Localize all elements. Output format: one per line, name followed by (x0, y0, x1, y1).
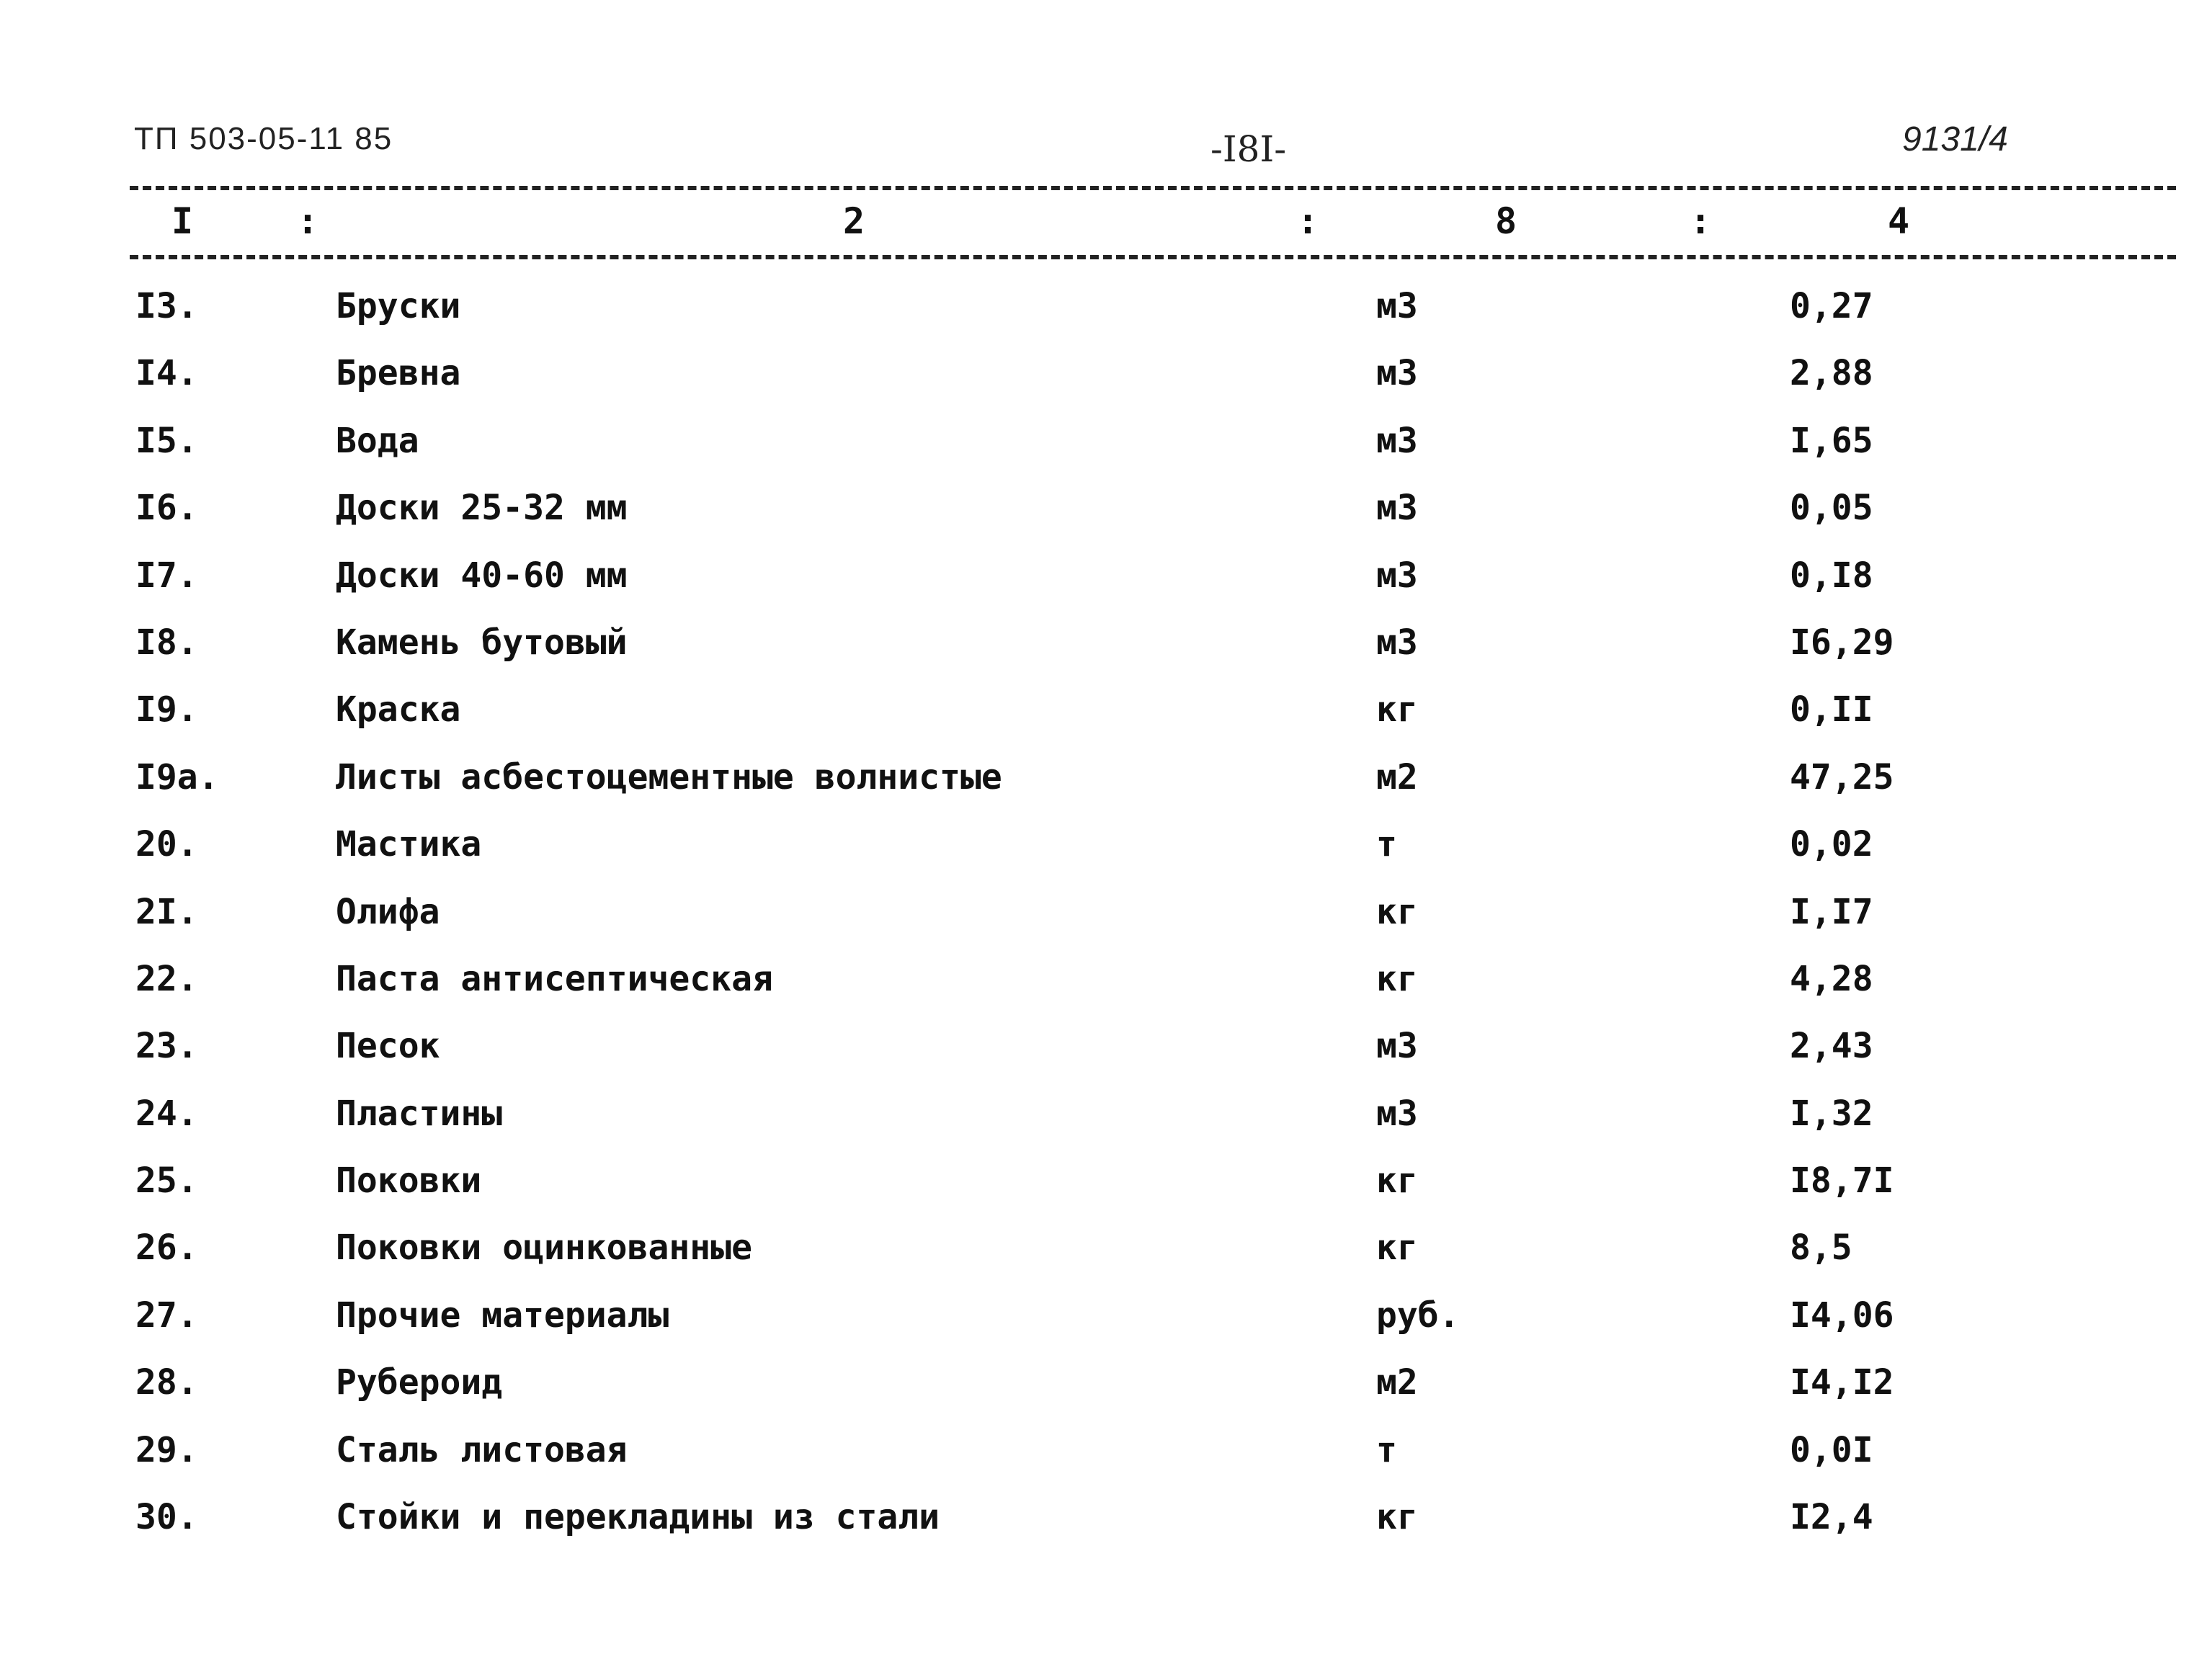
column-header-1: I (171, 200, 194, 242)
unit-of-measure: кг (1376, 958, 1418, 999)
table-row (0, 819, 2212, 886)
row-number: 25. (135, 1161, 198, 1202)
row-number: I6. (135, 488, 198, 529)
table-row (0, 483, 2212, 550)
quantity: 2,88 (1790, 353, 1873, 394)
table-row (0, 1290, 2212, 1357)
unit-of-measure: м3 (1376, 555, 1418, 596)
material-name: Краска (336, 689, 461, 730)
quantity: I4,I2 (1790, 1362, 1894, 1403)
quantity: 8,5 (1790, 1228, 1852, 1269)
unit-of-measure: м3 (1376, 488, 1418, 529)
quantity: 0,0I (1790, 1429, 1873, 1470)
column-header-3: 8 (1495, 200, 1517, 242)
column-separator: : (1690, 200, 1712, 242)
material-name: Бруски (336, 286, 461, 326)
unit-of-measure: руб. (1376, 1295, 1460, 1336)
row-number: 2I. (135, 891, 198, 932)
quantity: 2,43 (1790, 1026, 1873, 1067)
document-code: ТП 503-05-11 85 (134, 121, 393, 156)
unit-of-measure: кг (1376, 689, 1418, 730)
unit-of-measure: кг (1376, 1228, 1418, 1269)
table-row (0, 550, 2212, 617)
material-name: Вода (336, 420, 419, 461)
row-number: 26. (135, 1228, 198, 1269)
material-name: Камень бутовый (336, 622, 628, 663)
unit-of-measure: кг (1376, 1497, 1418, 1538)
unit-of-measure: кг (1376, 1161, 1418, 1202)
row-number: 27. (135, 1295, 198, 1336)
row-number: I3. (135, 286, 198, 326)
material-name: Стойки и перекладины из стали (336, 1497, 940, 1538)
table-header-rule (130, 255, 2176, 259)
table-row (0, 684, 2212, 751)
material-name: Прочие материалы (336, 1295, 669, 1336)
quantity: I6,29 (1790, 622, 1894, 663)
row-number: 20. (135, 824, 198, 865)
table-row (0, 1021, 2212, 1088)
row-number: I5. (135, 420, 198, 461)
quantity: I,65 (1790, 420, 1873, 461)
unit-of-measure: м3 (1376, 1026, 1418, 1067)
quantity: I,32 (1790, 1093, 1873, 1134)
column-header-4: 4 (1888, 200, 1910, 242)
table-row (0, 1425, 2212, 1492)
unit-of-measure: т (1376, 824, 1397, 865)
column-header-2: 2 (843, 200, 865, 242)
unit-of-measure: м3 (1376, 622, 1418, 663)
row-number: I4. (135, 353, 198, 394)
material-name: Бревна (336, 353, 461, 394)
quantity: I,I7 (1790, 891, 1873, 932)
table-row (0, 1492, 2212, 1559)
quantity: 0,02 (1790, 824, 1873, 865)
row-number: I9. (135, 689, 198, 730)
material-name: Рубероид (336, 1362, 503, 1403)
unit-of-measure: м2 (1376, 756, 1418, 797)
material-name: Доски 40-60 мм (336, 555, 628, 596)
quantity: I2,4 (1790, 1497, 1873, 1538)
table-row (0, 1088, 2212, 1155)
row-number: 24. (135, 1093, 198, 1134)
row-number: 28. (135, 1362, 198, 1403)
table-row (0, 281, 2212, 348)
table-row (0, 348, 2212, 415)
table-row (0, 1357, 2212, 1424)
row-number: 30. (135, 1497, 198, 1538)
material-name: Поковки (336, 1161, 482, 1202)
quantity: 0,05 (1790, 488, 1873, 529)
table-row (0, 617, 2212, 684)
quantity: 47,25 (1790, 756, 1894, 797)
row-number: I8. (135, 622, 198, 663)
unit-of-measure: м3 (1376, 286, 1418, 326)
unit-of-measure: м3 (1376, 420, 1418, 461)
column-separator: : (1297, 200, 1319, 242)
column-separator: : (297, 200, 319, 242)
quantity: 4,28 (1790, 958, 1873, 999)
material-name: Сталь листовая (336, 1429, 628, 1470)
quantity: I4,06 (1790, 1295, 1894, 1336)
table-row (0, 1155, 2212, 1222)
material-name: Олифа (336, 891, 440, 932)
quantity: 0,II (1790, 689, 1873, 730)
row-number: 23. (135, 1026, 198, 1067)
page-number: -I8I- (1210, 128, 1287, 170)
material-name: Пластины (336, 1093, 503, 1134)
material-name: Мастика (336, 824, 482, 865)
material-name: Доски 25-32 мм (336, 488, 628, 529)
table-row (0, 1222, 2212, 1289)
row-number: I7. (135, 555, 198, 596)
table-row (0, 887, 2212, 954)
unit-of-measure: кг (1376, 891, 1418, 932)
unit-of-measure: т (1376, 1429, 1397, 1470)
row-number: 29. (135, 1429, 198, 1470)
material-name: Поковки оцинкованные (336, 1228, 752, 1269)
material-name: Паста антисептическая (336, 958, 773, 999)
quantity: 0,27 (1790, 286, 1873, 326)
materials-table-body (0, 281, 2212, 1559)
quantity: 0,I8 (1790, 555, 1873, 596)
table-row (0, 416, 2212, 483)
row-number: 22. (135, 958, 198, 999)
row-number: I9а. (135, 756, 219, 797)
material-name: Листы асбестоцементные волнистые (336, 756, 1002, 797)
table-row (0, 954, 2212, 1021)
quantity: I8,7I (1790, 1161, 1894, 1202)
table-top-rule (130, 186, 2176, 190)
material-name: Песок (336, 1026, 440, 1067)
unit-of-measure: м3 (1376, 353, 1418, 394)
table-row (0, 752, 2212, 819)
unit-of-measure: м3 (1376, 1093, 1418, 1134)
unit-of-measure: м2 (1376, 1362, 1418, 1403)
sheet-code: 9131/4 (1902, 120, 2008, 158)
